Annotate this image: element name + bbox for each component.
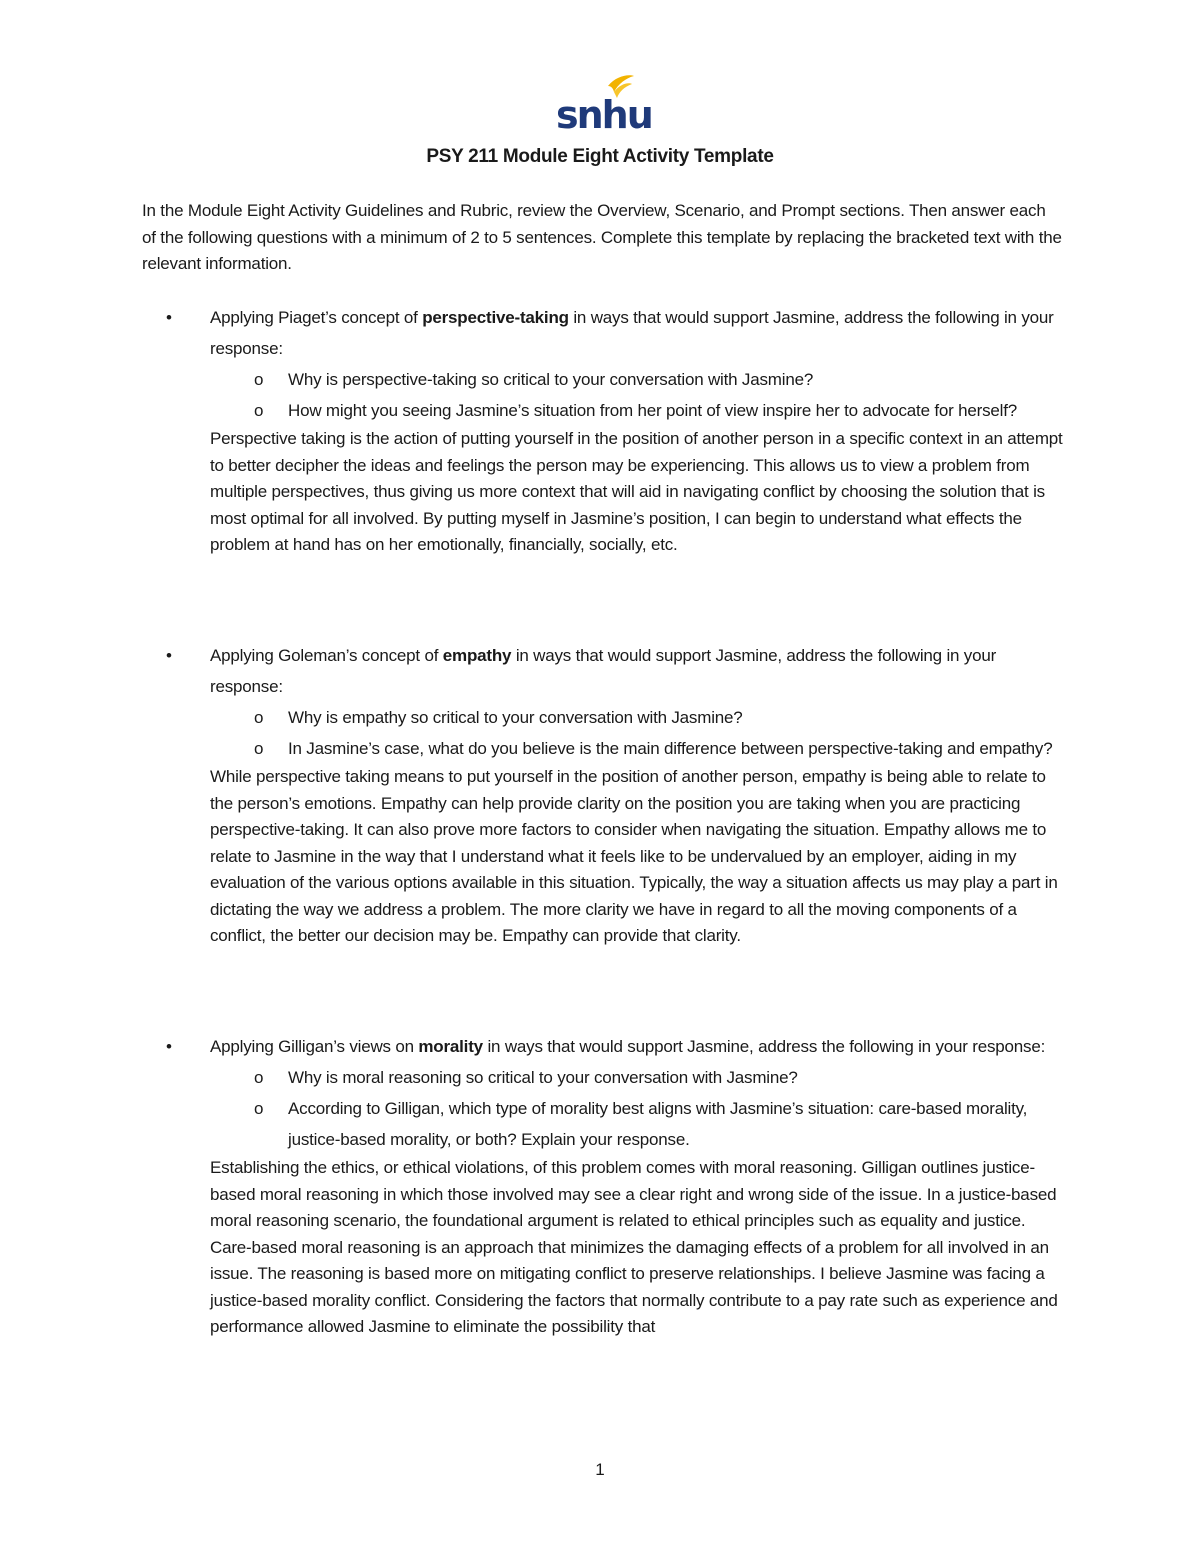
prompt-text-start: Applying Piaget’s concept of	[210, 308, 423, 327]
prompt-concept: perspective-taking	[422, 308, 569, 327]
bullet-marker: •	[166, 1037, 172, 1056]
answer-paragraph: While perspective taking means to put yourself in the position of another person, empathy is being able to relate to the person’s emotions. Empathy can help provide clarity on the position you are taking when you are practicing perspective-taking. It can also prove more factors to consider when navigating the situation. Empathy allows me to relate to Jasmine in the way that I understand what it feels like to be undervalued by an employer, aiding in my evaluation of the various options available in this situation. Typically, the way a situation affects us may play a part in dictating the way we address a problem. The more clarity we have in regard to all the moving components of a conflict, the better our decision may be. Empathy can provide that clarity.	[210, 767, 1058, 945]
question-section-gilligan	[166, 1031, 1066, 1341]
bullet-marker: •	[166, 308, 172, 327]
prompt-text-start: Applying Gilligan’s views on	[210, 1037, 419, 1056]
sub-question-text: Why is perspective-taking so critical to your conversation with Jasmine?	[288, 370, 814, 389]
sub-question	[166, 395, 1066, 426]
bullet-prompt	[166, 1031, 1066, 1062]
snhu-logo	[556, 74, 652, 137]
sub-marker: o	[254, 370, 264, 389]
sub-question	[166, 364, 1066, 395]
sub-question	[166, 1093, 1066, 1155]
svg-text:snhu: snhu	[556, 93, 652, 137]
bullet-prompt	[166, 640, 1066, 702]
answer-paragraph: Establishing the ethics, or ethical violations, of this problem comes with moral reasoning. Gilligan outlines justice-based moral reasoning in which those involved may see a clear right and wrong side of the issue. In a justice-based moral reasoning scenario, the foundational argument is related to ethical principles such as equality and justice. Care-based moral reasoning is an approach that minimizes the damaging effects of a problem for all involved in an issue. The reasoning is based more on mitigating conflict to preserve relationships. I believe Jasmine was facing a justice-based morality conflict. Considering the factors that normally contribute to a pay rate such as experience and performance allowed Jasmine to eliminate the possibility that	[210, 1158, 1058, 1336]
sub-marker: o	[254, 1099, 264, 1118]
prompt-text-end: in ways that would support Jasmine, address the following in your response:	[210, 646, 997, 696]
question-section-goleman	[166, 640, 1066, 950]
sub-question-text: Why is moral reasoning so critical to your conversation with Jasmine?	[288, 1068, 798, 1087]
sub-question-text: According to Gilligan, which type of morality best aligns with Jasmine’s situation: care-based morality, justice-based morality, or both? Explain your response.	[288, 1099, 1028, 1149]
prompt-text-end: in ways that would support Jasmine, address the following in your response:	[482, 1037, 1046, 1056]
sub-question	[166, 1062, 1066, 1093]
prompt-concept: morality	[418, 1037, 483, 1056]
bullet-prompt	[166, 302, 1066, 364]
sub-marker: o	[254, 1068, 264, 1087]
sub-marker: o	[254, 739, 264, 758]
answer-paragraph: Perspective taking is the action of putting yourself in the position of another person in a specific context in an attempt to better decipher the ideas and feelings the person may be experiencing. This allows us to view a problem from multiple perspectives, thus giving us more context that will aid in navigating conflict by choosing the solution that is most optimal for all involved. By putting myself in Jasmine’s position, I can begin to understand what effects the problem at hand has on her emotionally, financially, socially, etc.	[210, 429, 1063, 554]
sub-question-text: In Jasmine’s case, what do you believe is the main difference between perspective-taking and empathy?	[288, 739, 1053, 758]
intro-paragraph: In the Module Eight Activity Guidelines and Rubric, review the Overview, Scenario, and Prompt sections. Then answer each of the following questions with a minimum of 2 to 5 sentences. Complete this template by replacing the bracketed text with the relevant information.	[142, 201, 1062, 273]
prompt-concept: empathy	[442, 646, 512, 665]
sub-marker: o	[254, 401, 264, 420]
sub-question-text: How might you seeing Jasmine’s situation from her point of view inspire her to advocate for herself?	[288, 401, 1018, 420]
question-section-piaget	[166, 302, 1066, 559]
sub-question	[166, 733, 1066, 764]
bullet-marker: •	[166, 646, 172, 665]
page-title: PSY 211 Module Eight Activity Template	[426, 146, 774, 167]
sub-question	[166, 702, 1066, 733]
sub-question-text: Why is empathy so critical to your conversation with Jasmine?	[288, 708, 743, 727]
page-number: 1	[595, 1460, 605, 1479]
sub-marker: o	[254, 708, 264, 727]
prompt-text-start: Applying Goleman’s concept of	[210, 646, 443, 665]
prompt-text-end: in ways that would support Jasmine, address the following in your response:	[210, 308, 1054, 358]
